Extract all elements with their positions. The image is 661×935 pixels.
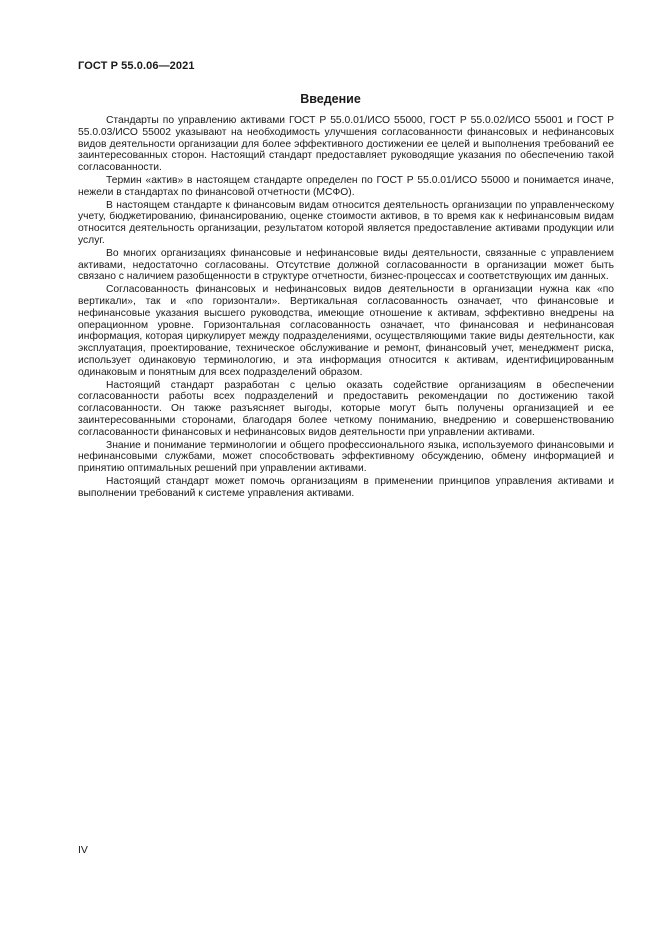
paragraph-7: Знание и понимание терминологии и общего профессионального языка, используемого финансовыми и нефинансовыми службами, может способствовать эффективному обсуждению, обмену информацией и принятию оптимальных решений при управлении активами.: [78, 439, 614, 475]
paragraph-6: Настоящий стандарт разработан с целью оказать содействие организациям в обеспечении согласованности работы всех подразделений и предоставить рекомендации по достижению такой согласованности. Он также разъясняет выгоды, которые могут быть получены организацией и ее заинтересованными сторонами, благодаря более четкому пониманию, внедрению и совершенствованию согласованности финансовых и нефинансовых видов деятельности при управлении активами.: [78, 379, 614, 438]
section-body: [78, 115, 614, 501]
paragraph-8: Настоящий стандарт может помочь организациям в применении принципов управления активами и выполнении требований к системе управления активами.: [78, 475, 614, 499]
paragraph-1: Стандарты по управлению активами ГОСТ Р 55.0.01/ИСО 55000, ГОСТ Р 55.0.02/ИСО 55001 и ГОСТ Р 55.0.03/ИСО 55002 указывают на необходимость улучшения согласованности финансовых и нефинансовых видов деятельности организации для более эффективного достижении ее целей и выполнения требований ее заинтересованных сторон. Настоящий стандарт предоставляет руководящие указания по обеспечению такой согласованности.: [78, 115, 614, 174]
page-number: IV: [78, 844, 88, 856]
paragraph-3: В настоящем стандарте к финансовым видам относится деятельность организации по управленческому учету, бюджетированию, финансированию, оценке стоимости активов, в то время как к нефинансовым видам относится деятельность организации, результатом которой является предоставление активами продукции или услуг.: [78, 199, 614, 246]
section-title: Введение: [300, 92, 361, 106]
paragraph-5: Согласованность финансовых и нефинансовых видов деятельности в организации нужна как «по вертикали», так и «по горизонтали». Вертикальная согласованность означает, что финансовые и нефинансовые указания высшего руководства, имеющие отношение к активам, эффективно внедрены на операционном уровне. Горизонтальная согласованность означает, что финансовая и нефинансовая информация, которая циркулирует между подразделениями, осуществляющими такие виды деятельности, как эксплуатация, проектирование, техническое обслуживание и ремонт, финансовый учет, менеджмент риска, использует одинаковую терминологию, и эта информация относится к активам, идентифицированным одинаковым и понятным для всех подразделений образом.: [78, 284, 614, 378]
paragraph-2: Термин «актив» в настоящем стандарте определен по ГОСТ Р 55.0.01/ИСО 55000 и понимается иначе, нежели в стандартах по финансовой отчетности (МСФО).: [78, 174, 614, 198]
document-header: ГОСТ Р 55.0.06—2021: [78, 60, 195, 72]
paragraph-4: Во многих организациях финансовые и нефинансовые виды деятельности, связанные с управлением активами, недостаточно согласованы. Отсутствие должной согласованности в организации может быть связано с наличием разобщенности в структуре отчетности, бизнес-процессах и соответствующих им данных.: [78, 247, 614, 283]
